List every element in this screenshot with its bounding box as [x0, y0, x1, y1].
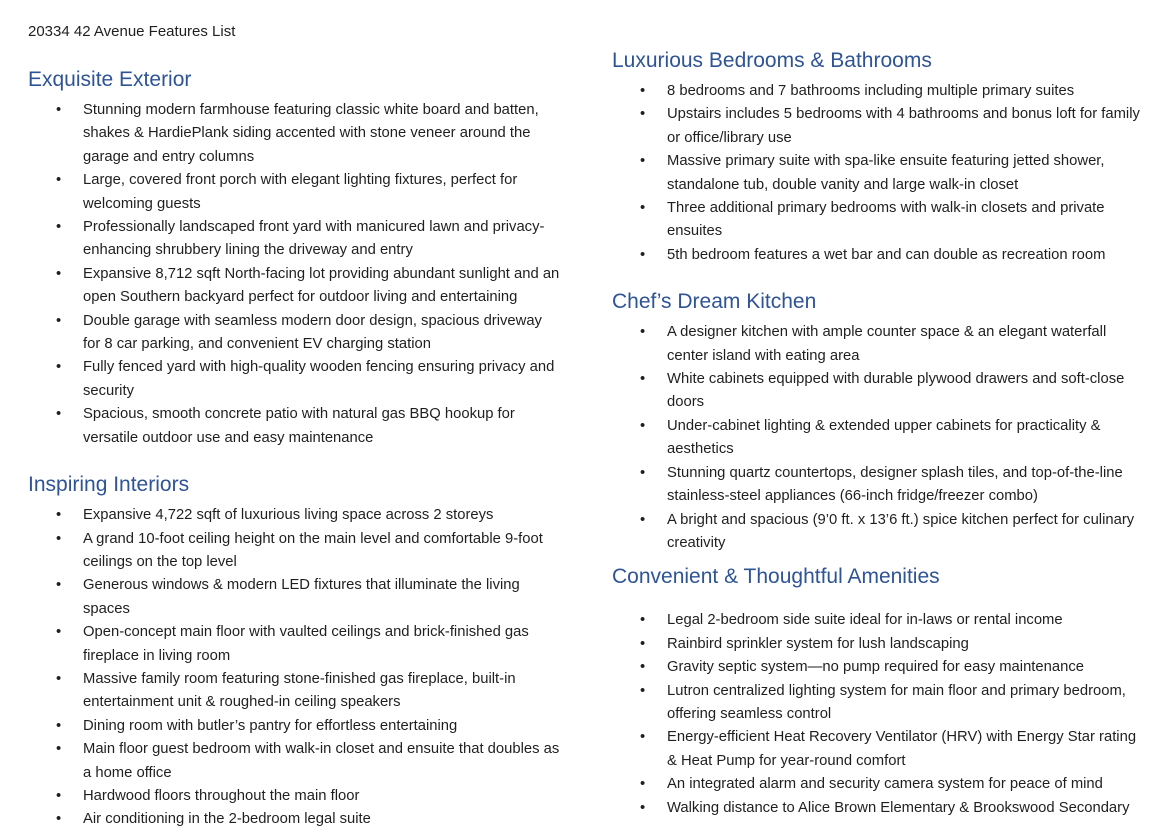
- feature-item: • Massive family room featuring stone-finished gas fireplace, built-in entertainment unit & roughed-in ceiling speakers: [28, 668, 560, 715]
- feature-item: • Under-cabinet lighting & extended upper cabinets for practicality & aesthetics: [612, 415, 1143, 462]
- feature-item: • A designer kitchen with ample counter space & an elegant waterfall center island with eating area: [612, 321, 1143, 368]
- feature-item: • Stunning quartz countertops, designer splash tiles, and top-of-the-line stainless-steel appliances (66-inch fridge/freezer combo): [612, 462, 1143, 509]
- feature-item: • Gravity septic system—no pump required for easy maintenance: [612, 656, 1143, 679]
- section-heading: Chef’s Dream Kitchen: [612, 290, 817, 314]
- feature-section-0: [28, 67, 560, 450]
- feature-item: • A bright and spacious (9’0 ft. x 13’6 ft.) spice kitchen perfect for culinary creativity: [612, 509, 1143, 556]
- section-heading: Exquisite Exterior: [28, 68, 192, 91]
- section-heading: Convenient & Thoughtful Amenities: [612, 565, 940, 589]
- right-column: [612, 22, 1143, 835]
- feature-item: • Large, covered front porch with elegant lighting fixtures, perfect for welcoming guests: [28, 169, 560, 216]
- feature-section-2: [612, 48, 1143, 267]
- feature-item: • Stunning modern farmhouse featuring classic white board and batten, shakes & HardiePlank siding accented with stone veneer around the garage and entry columns: [28, 99, 560, 169]
- document-title: 20334 42 Avenue Features List: [28, 23, 236, 40]
- feature-item: • 5th bedroom features a wet bar and can double as recreation room: [612, 244, 1143, 267]
- feature-item: • Double garage with seamless modern door design, spacious driveway for 8 car parking, and convenient EV charging station: [28, 310, 560, 357]
- feature-list: [28, 99, 560, 450]
- feature-section-1: [28, 472, 560, 832]
- feature-item: • Dining room with butler’s pantry for effortless entertaining: [28, 715, 560, 738]
- feature-section-3: [612, 289, 1143, 555]
- feature-item: • Rainbird sprinkler system for lush landscaping: [612, 633, 1143, 656]
- feature-item: • Air conditioning in the 2-bedroom legal suite: [28, 808, 560, 831]
- feature-item: • Energy-efficient Heat Recovery Ventilator (HRV) with Energy Star rating & Heat Pump for year-round comfort: [612, 726, 1143, 773]
- feature-item: • White cabinets equipped with durable plywood drawers and soft-close doors: [612, 368, 1143, 415]
- feature-section-4: [612, 564, 1143, 820]
- feature-list: [612, 80, 1143, 267]
- feature-item: • Hardwood floors throughout the main floor: [28, 785, 560, 808]
- feature-item: • Walking distance to Alice Brown Elementary & Brookswood Secondary: [612, 797, 1143, 820]
- feature-item: • Main floor guest bedroom with walk-in closet and ensuite that doubles as a home office: [28, 738, 560, 785]
- feature-item: • Upstairs includes 5 bedrooms with 4 bathrooms and bonus loft for family or office/library use: [612, 103, 1143, 150]
- feature-list: [28, 504, 560, 832]
- feature-item: • A grand 10-foot ceiling height on the main level and comfortable 9-foot ceilings on the top level: [28, 528, 560, 575]
- feature-item: • Spacious, smooth concrete patio with natural gas BBQ hookup for versatile outdoor use and easy maintenance: [28, 403, 560, 450]
- section-heading: Inspiring Interiors: [28, 473, 190, 497]
- section-heading: Luxurious Bedrooms & Bathrooms: [612, 49, 932, 72]
- feature-list: [612, 321, 1143, 555]
- feature-list: [612, 609, 1143, 820]
- feature-item: • Expansive 4,722 sqft of luxurious living space across 2 storeys: [28, 504, 560, 527]
- feature-item: • Massive primary suite with spa-like ensuite featuring jetted shower, standalone tub, double vanity and large walk-in closet: [612, 150, 1143, 197]
- feature-item: • An integrated alarm and security camera system for peace of mind: [612, 773, 1143, 796]
- feature-item: • 8 bedrooms and 7 bathrooms including multiple primary suites: [612, 80, 1143, 103]
- feature-item: • Generous windows & modern LED fixtures that illuminate the living spaces: [28, 574, 560, 621]
- feature-item: • Expansive 8,712 sqft North-facing lot providing abundant sunlight and an open Southern backyard perfect for outdoor living and entertaining: [28, 263, 560, 310]
- feature-item: • Three additional primary bedrooms with walk-in closets and private ensuites: [612, 197, 1143, 244]
- feature-item: • Lutron centralized lighting system for main floor and primary bedroom, offering seamless control: [612, 680, 1143, 727]
- feature-item: • Legal 2-bedroom side suite ideal for in-laws or rental income: [612, 609, 1143, 632]
- feature-item: • Open-concept main floor with vaulted ceilings and brick-finished gas fireplace in living room: [28, 621, 560, 668]
- feature-item: • Fully fenced yard with high-quality wooden fencing ensuring privacy and security: [28, 356, 560, 403]
- left-column: [28, 22, 560, 835]
- feature-item: • Professionally landscaped front yard with manicured lawn and privacy-enhancing shrubbery lining the driveway and entry: [28, 216, 560, 263]
